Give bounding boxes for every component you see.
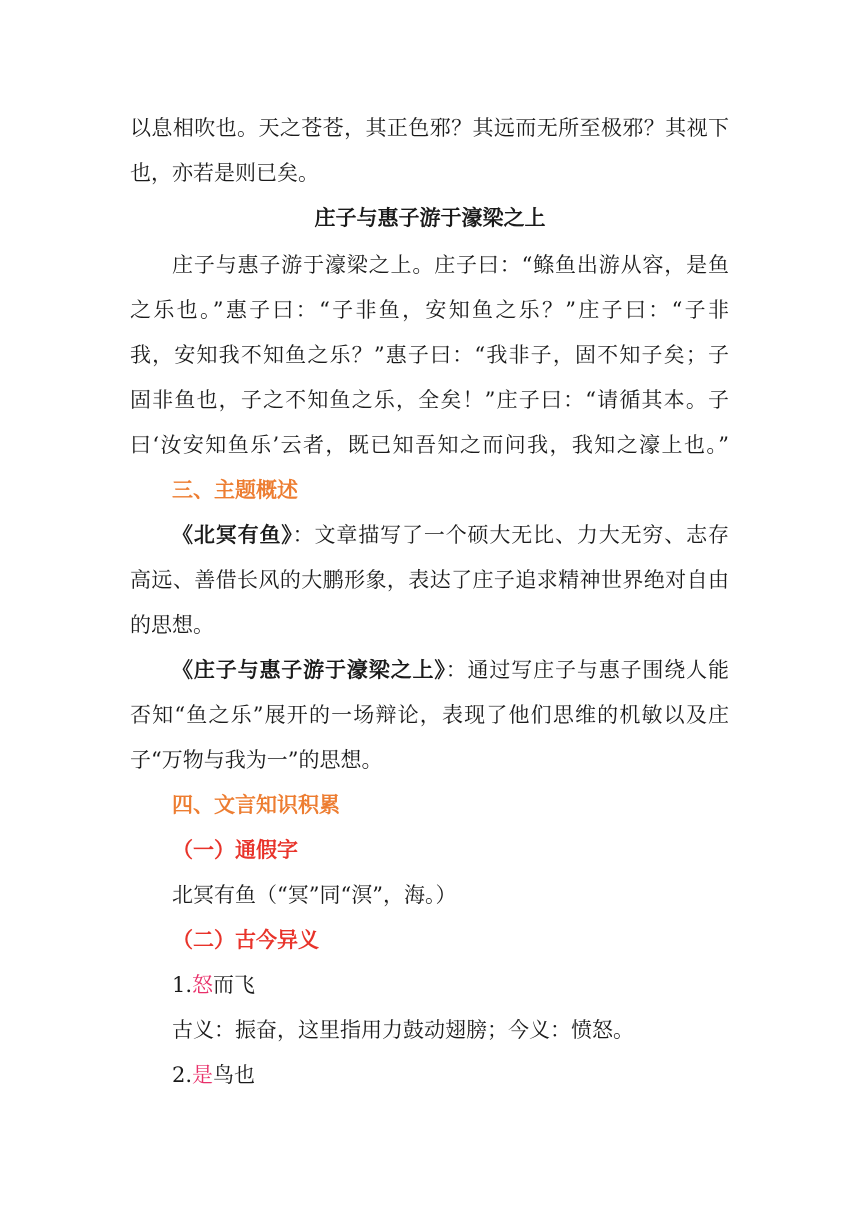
section-title: 庄子与惠子游于濠梁之上 <box>314 206 546 230</box>
paragraph-line: 否知“鱼之乐”展开的一场辩论，表现了他们思维的机敏以及庄 <box>130 703 729 727</box>
subsection-heading: （一）通假字 <box>172 838 298 862</box>
work-title: 《庄子与惠子游于濠梁之上》 <box>172 658 446 682</box>
list-item <box>172 1060 255 1090</box>
example-line: 北冥有鱼（“冥”同“溟”，海。） <box>172 883 457 907</box>
list-item <box>172 970 255 1000</box>
paragraph-line: 我，安知我不知鱼之乐？”惠子曰：“我非子，固不知子矣；子 <box>130 343 729 367</box>
paragraph-line: 固非鱼也，子之不知鱼之乐，全矣！”庄子曰：“请循其本。子 <box>130 388 729 412</box>
paragraph-line: 高远、善借长风的大鹏形象，表达了庄子追求精神世界绝对自由 <box>130 568 729 592</box>
paragraph-line: 子“万物与我为一”的思想。 <box>130 748 383 772</box>
item-number: 1. <box>172 973 193 997</box>
subsection-heading: （二）古今异义 <box>172 928 319 952</box>
paragraph-line: 也，亦若是则已矣。 <box>130 161 319 185</box>
paragraph-line: 之乐也。”惠子曰：“子非鱼，安知鱼之乐？”庄子曰：“子非 <box>130 298 729 322</box>
theme-line <box>172 520 729 550</box>
theme-line <box>172 655 729 685</box>
paragraph-line: 庄子与惠子游于濠梁之上。庄子曰：“鲦鱼出游从容，是鱼 <box>172 253 729 277</box>
item-text: 而飞 <box>213 973 256 997</box>
highlighted-word: 怒 <box>192 973 214 997</box>
paragraph-line: 以息相吹也。天之苍苍，其正色邪？其远而无所至极邪？其视下 <box>130 116 729 140</box>
paragraph-line: 曰‘汝安知鱼乐’云者，既已知吾知之而问我，我知之濠上也。” <box>130 433 729 457</box>
section-heading: 三、主题概述 <box>172 478 298 502</box>
item-text: 鸟也 <box>213 1063 256 1087</box>
theme-text: ：通过写庄子与惠子围绕人能 <box>445 658 730 682</box>
theme-text: ：文章描写了一个硕大无比、力大无穷、志存 <box>292 523 730 547</box>
highlighted-word: 是 <box>192 1063 214 1087</box>
work-title: 《北冥有鱼》 <box>172 523 293 547</box>
paragraph-line: 的思想。 <box>130 613 214 637</box>
meaning-line: 古义：振奋，这里指用力鼓动翅膀；今义：愤怒。 <box>172 1018 634 1042</box>
item-number: 2. <box>172 1063 193 1087</box>
section-heading: 四、文言知识积累 <box>172 793 340 817</box>
